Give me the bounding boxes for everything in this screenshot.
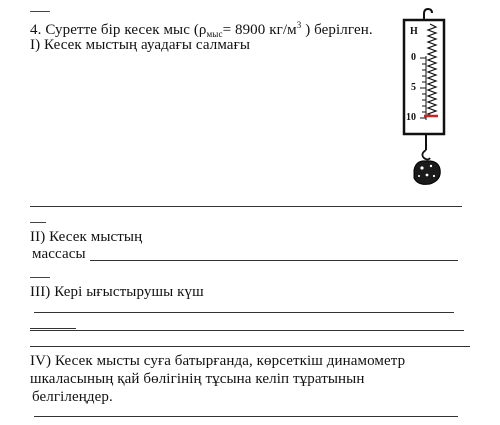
question-3: III) Кері ығыстырушы күш [30,284,204,300]
answer-line-2 [90,260,458,261]
answer-line-3c [30,330,464,331]
cubic-superscript: 3 [296,20,302,30]
mark-dash [30,11,50,12]
mark-dash [30,222,46,223]
mark-dash [30,277,50,278]
copper-lump-icon [414,161,440,185]
question-1: I) Кесек мыстың ауадағы салмағы [30,37,250,53]
question-2-line-1: II) Кесек мыстың [30,229,143,245]
unit-label: Н [410,26,418,37]
task-number: 4. [30,22,42,38]
answer-line-4 [34,416,458,417]
question-4-line-1: IV) Кесек мысты суға батырғанда, көрсеткіш динамометр [30,353,406,369]
bottom-hook-icon [422,150,430,160]
task-density: = 8900 кг/м [222,22,297,38]
rho-subscript: мыс [206,29,223,39]
answer-line-1 [30,206,462,207]
question-4-line-2: шкаласының қай бөлігінің тұсына келіп тұратынын [30,371,365,387]
answer-line-3d [30,346,470,347]
scale-label-5: 5 [411,82,416,93]
scale-label-0: 0 [411,52,416,63]
question-4-line-3: белгілеңдер. [32,389,113,405]
task-text-before: Суретте бір кесек мыс (ρ [45,22,207,38]
question-2-line-2: массасы [32,246,86,262]
answer-line-3b [30,328,76,329]
scale-label-10: 10 [406,112,416,123]
task-text-after: ) берілген. [301,22,373,38]
top-hook-icon [424,9,432,20]
dynamometer-illustration [396,8,460,190]
answer-line-3a [34,312,454,313]
